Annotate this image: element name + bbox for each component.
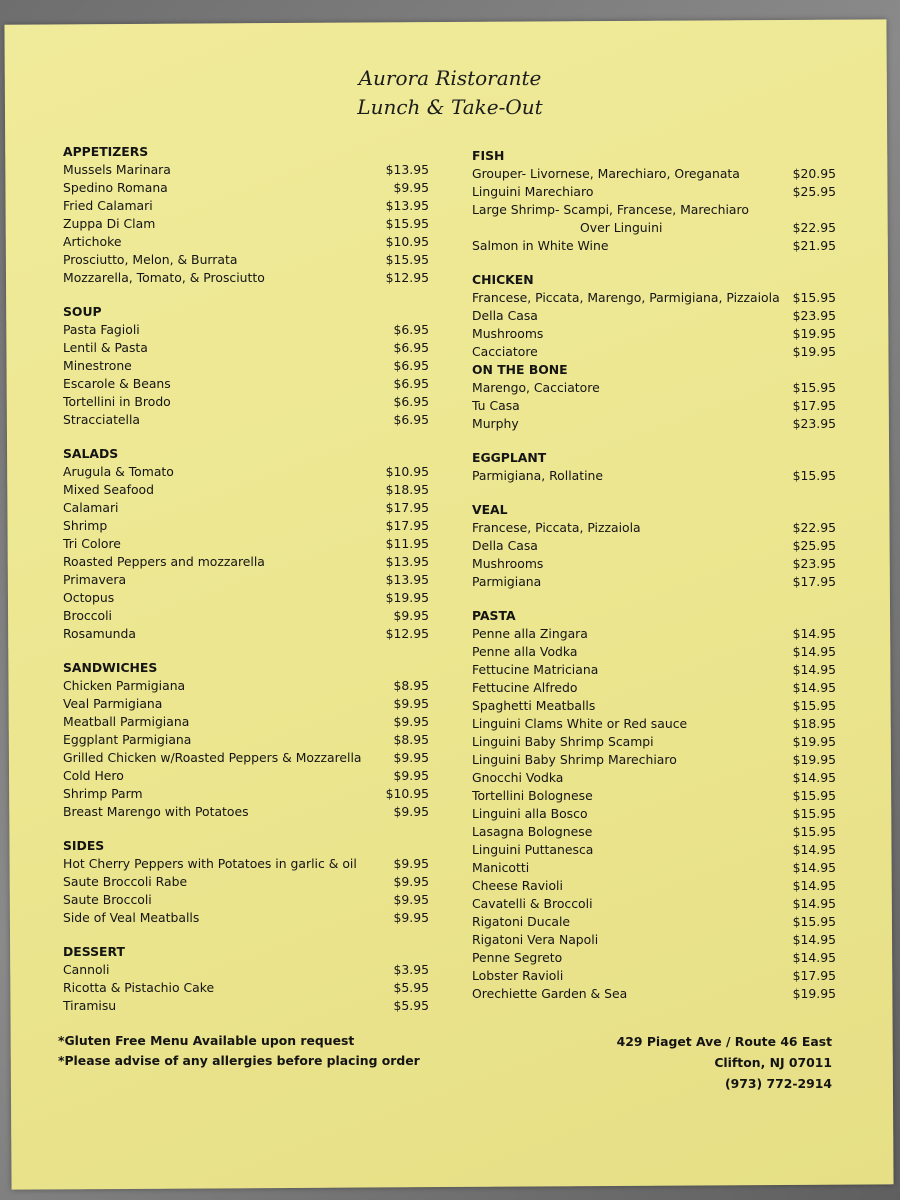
menu-item <box>466 949 836 967</box>
section-title: APPETIZERS <box>63 144 149 159</box>
menu-item-name: Breast Marengo with Potatoes <box>63 804 249 819</box>
menu-item-price: $19.95 <box>792 986 836 1001</box>
menu-item-price: $6.95 <box>393 358 429 373</box>
menu-item-name: Orechiette Garden & Sea <box>472 986 628 1001</box>
menu-item-name: Zuppa Di Clam <box>63 216 156 231</box>
menu-item <box>466 715 836 733</box>
menu-item-price: $6.95 <box>393 322 429 337</box>
menu-item <box>466 841 836 859</box>
menu-item-name: Cheese Ravioli <box>472 878 563 893</box>
menu-item-name: Lobster Ravioli <box>472 968 564 983</box>
restaurant-name: Aurora Ristorante <box>358 66 542 90</box>
menu-item-price: $23.95 <box>792 556 836 571</box>
menu-item-name: Penne Segreto <box>472 950 563 965</box>
menu-item <box>57 393 429 411</box>
menu-section-sides <box>57 837 429 927</box>
menu-section-fish <box>466 147 836 255</box>
address-phone: (973) 772-2914 <box>725 1076 832 1091</box>
menu-item-price: $8.95 <box>393 732 429 747</box>
menu-item-price: $12.95 <box>385 270 429 285</box>
menu-item <box>466 555 836 573</box>
menu-item-name: Fried Calamari <box>63 198 153 213</box>
menu-item <box>57 749 429 767</box>
menu-item <box>466 183 836 201</box>
menu-item <box>466 985 836 1003</box>
menu-item-price: $10.95 <box>385 234 429 249</box>
menu-item-price: $14.95 <box>792 770 836 785</box>
menu-item <box>57 785 429 803</box>
menu-item-price: $3.95 <box>393 962 429 977</box>
restaurant-address <box>600 1031 832 1094</box>
menu-item <box>466 697 836 715</box>
section-title: DESSERT <box>63 944 125 959</box>
menu-item <box>57 517 429 535</box>
section-title: EGGPLANT <box>472 450 547 465</box>
menu-item <box>57 695 429 713</box>
menu-item-name: Spedino Romana <box>63 180 168 195</box>
menu-item-name: Side of Veal Meatballs <box>63 910 200 925</box>
menu-item-price: $13.95 <box>385 554 429 569</box>
menu-item-price: $15.95 <box>792 806 836 821</box>
menu-item-name: Mussels Marinara <box>63 162 171 177</box>
menu-item <box>57 197 429 215</box>
menu-item <box>57 589 429 607</box>
menu-item <box>57 767 429 785</box>
menu-item-price: $22.95 <box>792 520 836 535</box>
menu-section-appetizers <box>57 143 429 287</box>
menu-item-price: $17.95 <box>792 574 836 589</box>
menu-item-name: Roasted Peppers and mozzarella <box>63 554 265 569</box>
menu-item <box>57 535 429 553</box>
menu-item-name: Linguini Baby Shrimp Marechiaro <box>472 752 677 767</box>
menu-item-price: $14.95 <box>792 842 836 857</box>
menu-item <box>466 913 836 931</box>
menu-item-name: Rosamunda <box>63 626 136 641</box>
menu-item-name: Tortellini Bolognese <box>472 788 593 803</box>
menu-item-name: Primavera <box>63 572 127 587</box>
menu-item-name: Pasta Fagioli <box>63 322 140 337</box>
menu-notes <box>58 1031 420 1071</box>
menu-item <box>466 931 836 949</box>
menu-item <box>57 357 429 375</box>
menu-item-price: $19.95 <box>792 344 836 359</box>
menu-item-name: Grilled Chicken w/Roasted Peppers & Mozzarella <box>63 750 362 765</box>
menu-item-name: Della Casa <box>472 538 538 553</box>
menu-item <box>57 677 429 695</box>
menu-item <box>466 823 836 841</box>
menu-item-name: Artichoke <box>63 234 122 249</box>
menu-item-price: $9.95 <box>393 180 429 195</box>
menu-item-name: Murphy <box>472 416 519 431</box>
menu-item-name: Veal Parmigiana <box>63 696 163 711</box>
menu-item-price: $15.95 <box>385 252 429 267</box>
menu-item <box>57 339 429 357</box>
menu-subtitle: Lunch & Take-Out <box>357 95 543 119</box>
section-title: FISH <box>472 148 505 163</box>
menu-item <box>466 537 836 555</box>
menu-item-price: $6.95 <box>393 376 429 391</box>
section-title: PASTA <box>472 608 516 623</box>
address-street: 429 Piaget Ave / Route 46 East <box>616 1034 832 1049</box>
menu-item <box>466 751 836 769</box>
menu-item-price: $15.95 <box>792 914 836 929</box>
menu-item-name: Manicotti <box>472 860 530 875</box>
menu-item <box>466 733 836 751</box>
menu-item <box>57 713 429 731</box>
menu-item-name: Tortellini in Brodo <box>63 394 171 409</box>
menu-section-pasta <box>466 607 836 1003</box>
menu-item <box>466 661 836 679</box>
menu-item-price: $13.95 <box>385 198 429 213</box>
menu-item-price: $14.95 <box>792 896 836 911</box>
menu-item <box>466 467 836 485</box>
menu-item-price: $18.95 <box>385 482 429 497</box>
menu-item-name: Over Linguini <box>580 220 663 235</box>
menu-item <box>57 625 429 643</box>
menu-item <box>57 571 429 589</box>
menu-item-price: $10.95 <box>385 464 429 479</box>
menu-item <box>57 269 429 287</box>
menu-item-name: Fettucine Matriciana <box>472 662 599 677</box>
menu-item-price: $9.95 <box>393 714 429 729</box>
menu-item-price: $15.95 <box>792 824 836 839</box>
menu-item <box>466 165 836 183</box>
menu-item-name: Prosciutto, Melon, & Burrata <box>63 252 238 267</box>
menu-item-price: $15.95 <box>385 216 429 231</box>
menu-item-price: $14.95 <box>792 626 836 641</box>
menu-item <box>466 805 836 823</box>
menu-item-name: Minestrone <box>63 358 132 373</box>
menu-item <box>57 553 429 571</box>
menu-item-price: $9.95 <box>393 696 429 711</box>
menu-item-name: Cannoli <box>63 962 110 977</box>
menu-item-price: $14.95 <box>792 932 836 947</box>
menu-item <box>466 625 836 643</box>
gluten-free-note: *Gluten Free Menu Available upon request <box>58 1033 355 1048</box>
allergy-note: *Please advise of any allergies before placing order <box>58 1053 420 1068</box>
menu-section-salads <box>57 445 429 643</box>
menu-item-name: Della Casa <box>472 308 538 323</box>
menu-item-price: $14.95 <box>792 878 836 893</box>
menu-item-name: Gnocchi Vodka <box>472 770 564 785</box>
menu-item <box>466 787 836 805</box>
menu-item-price: $22.95 <box>792 220 836 235</box>
menu-item <box>466 519 836 537</box>
menu-item <box>57 873 429 891</box>
menu-section-on-the-bone <box>466 361 836 433</box>
menu-item-price: $15.95 <box>792 468 836 483</box>
menu-item-price: $13.95 <box>385 572 429 587</box>
menu-item <box>57 251 429 269</box>
menu-item-name: Fettucine Alfredo <box>472 680 578 695</box>
menu-item-name: Parmigiana <box>472 574 542 589</box>
menu-item-name: Linguini Clams White or Red sauce <box>472 716 688 731</box>
menu-item <box>57 321 429 339</box>
menu-item-name: Cavatelli & Broccoli <box>472 896 593 911</box>
menu-item-price: $11.95 <box>385 536 429 551</box>
menu-item-price: $19.95 <box>385 590 429 605</box>
menu-item-name: Chicken Parmigiana <box>63 678 186 693</box>
menu-item-price: $15.95 <box>792 380 836 395</box>
menu-item-name: Saute Broccoli Rabe <box>63 874 188 889</box>
menu-item-price: $23.95 <box>792 416 836 431</box>
section-title: SIDES <box>63 838 105 853</box>
menu-item-price: $15.95 <box>792 290 836 305</box>
menu-item-price: $9.95 <box>393 750 429 765</box>
menu-item <box>57 909 429 927</box>
menu-item-name: Mushrooms <box>472 326 544 341</box>
menu-item-name: Penne alla Vodka <box>472 644 578 659</box>
menu-item-name: Lasagna Bolognese <box>472 824 593 839</box>
menu-item-price: $14.95 <box>792 662 836 677</box>
menu-item <box>57 855 429 873</box>
menu-item <box>466 397 836 415</box>
menu-item-name: Francese, Piccata, Pizzaiola <box>472 520 641 535</box>
menu-item <box>466 643 836 661</box>
menu-item-name: Cacciatore <box>472 344 538 359</box>
menu-item-price: $5.95 <box>393 980 429 995</box>
menu-item <box>57 997 429 1015</box>
menu-item-name: Cold Hero <box>63 768 124 783</box>
menu-right-column <box>466 147 836 1019</box>
menu-item <box>57 891 429 909</box>
menu-item-price: $21.95 <box>792 238 836 253</box>
menu-item-name: Marengo, Cacciatore <box>472 380 600 395</box>
menu-item <box>57 215 429 233</box>
menu-section-sandwiches <box>57 659 429 821</box>
menu-item-price: $6.95 <box>393 340 429 355</box>
menu-item-name: Broccoli <box>63 608 112 623</box>
address-city: Clifton, NJ 07011 <box>714 1055 832 1070</box>
menu-item-price: $9.95 <box>393 874 429 889</box>
menu-item-price: $14.95 <box>792 950 836 965</box>
menu-item-price: $25.95 <box>792 184 836 199</box>
menu-item-name: Rigatoni Vera Napoli <box>472 932 599 947</box>
section-title: ON THE BONE <box>472 362 568 377</box>
menu-item-price: $23.95 <box>792 308 836 323</box>
menu-item-price: $18.95 <box>792 716 836 731</box>
menu-item-name: Lentil & Pasta <box>63 340 148 355</box>
menu-item-price: $19.95 <box>792 326 836 341</box>
section-title: SANDWICHES <box>63 660 158 675</box>
menu-item <box>466 379 836 397</box>
menu-item <box>466 859 836 877</box>
menu-item-price: $25.95 <box>792 538 836 553</box>
menu-item-price: $15.95 <box>792 698 836 713</box>
menu-item-name: Hot Cherry Peppers with Potatoes in garlic & oil <box>63 856 357 871</box>
menu-item-name: Tu Casa <box>472 398 520 413</box>
menu-item-name: Shrimp Parm <box>63 786 143 801</box>
menu-item-price: $17.95 <box>385 518 429 533</box>
menu-item <box>466 289 836 307</box>
menu-item <box>466 573 836 591</box>
menu-item-name: Mozzarella, Tomato, & Prosciutto <box>63 270 265 285</box>
menu-item <box>466 201 836 219</box>
menu-item-price: $6.95 <box>393 394 429 409</box>
menu-section-chicken <box>466 271 836 361</box>
menu-item-name: Calamari <box>63 500 119 515</box>
menu-item-name: Arugula & Tomato <box>63 464 174 479</box>
menu-section-veal <box>466 501 836 591</box>
menu-item-price: $10.95 <box>385 786 429 801</box>
menu-item-price: $5.95 <box>393 998 429 1013</box>
section-title: CHICKEN <box>472 272 534 287</box>
menu-section-dessert <box>57 943 429 1015</box>
menu-item <box>466 307 836 325</box>
menu-item <box>57 233 429 251</box>
menu-item-price: $14.95 <box>792 860 836 875</box>
menu-item <box>57 463 429 481</box>
menu-item-name: Linguini Puttanesca <box>472 842 594 857</box>
menu-item <box>466 877 836 895</box>
menu-item <box>466 237 836 255</box>
menu-item-name: Linguini alla Bosco <box>472 806 588 821</box>
menu-item-name: Spaghetti Meatballs <box>472 698 596 713</box>
menu-item-price: $9.95 <box>393 608 429 623</box>
menu-item <box>466 967 836 985</box>
menu-item <box>57 607 429 625</box>
section-title: VEAL <box>472 502 508 517</box>
menu-item-name: Stracciatella <box>63 412 141 427</box>
menu-item-price: $12.95 <box>385 626 429 641</box>
menu-item <box>57 499 429 517</box>
menu-item-name: Linguini Baby Shrimp Scampi <box>472 734 654 749</box>
menu-item <box>57 961 429 979</box>
menu-item-price: $17.95 <box>792 968 836 983</box>
menu-item-name: Escarole & Beans <box>63 376 171 391</box>
menu-item <box>57 979 429 997</box>
menu-section-eggplant <box>466 449 836 485</box>
section-title: SOUP <box>63 304 102 319</box>
menu-item <box>466 325 836 343</box>
menu-item-name: Ricotta & Pistachio Cake <box>63 980 215 995</box>
menu-item-price: $19.95 <box>792 734 836 749</box>
menu-item <box>57 481 429 499</box>
menu-item-name: Rigatoni Ducale <box>472 914 571 929</box>
menu-item <box>466 679 836 697</box>
menu-item <box>57 803 429 821</box>
menu-item-price: $8.95 <box>393 678 429 693</box>
menu-item-name: Mixed Seafood <box>63 482 154 497</box>
section-title: SALADS <box>63 446 119 461</box>
menu-item <box>57 731 429 749</box>
menu-item-price: $13.95 <box>385 162 429 177</box>
menu-item <box>57 179 429 197</box>
menu-item <box>466 343 836 361</box>
menu-item-price: $17.95 <box>385 500 429 515</box>
menu-item-name: Tri Colore <box>63 536 121 551</box>
menu-item <box>57 375 429 393</box>
menu-item-name: Large Shrimp- Scampi, Francese, Marechiaro <box>472 202 749 217</box>
menu-item-price: $9.95 <box>393 768 429 783</box>
menu-item-name: Francese, Piccata, Marengo, Parmigiana, Pizzaiola <box>472 290 780 305</box>
menu-item-name: Meatball Parmigiana <box>63 714 190 729</box>
menu-item-name: Linguini Marechiaro <box>472 184 594 199</box>
menu-item-price: $14.95 <box>792 680 836 695</box>
menu-item <box>57 411 429 429</box>
menu-item-name: Grouper- Livornese, Marechiaro, Oreganata <box>472 166 740 181</box>
menu-item-price: $17.95 <box>792 398 836 413</box>
menu-item-name: Shrimp <box>63 518 108 533</box>
menu-item-price: $9.95 <box>393 892 429 907</box>
menu-item <box>466 219 836 237</box>
menu-item-name: Mushrooms <box>472 556 544 571</box>
menu-item-name: Penne alla Zingara <box>472 626 588 641</box>
menu-item-price: $14.95 <box>792 644 836 659</box>
menu-item-price: $9.95 <box>393 804 429 819</box>
menu-item-name: Salmon in White Wine <box>472 238 609 253</box>
menu-item <box>466 895 836 913</box>
menu-item-price: $19.95 <box>792 752 836 767</box>
menu-left-column <box>57 143 429 1031</box>
menu-item <box>466 415 836 433</box>
menu-section-soup <box>57 303 429 429</box>
menu-item-price: $15.95 <box>792 788 836 803</box>
menu-item <box>466 769 836 787</box>
menu-item-name: Parmigiana, Rollatine <box>472 468 604 483</box>
menu-item <box>57 161 429 179</box>
menu-item-name: Saute Broccoli <box>63 892 152 907</box>
menu-item-name: Eggplant Parmigiana <box>63 732 192 747</box>
menu-item-name: Octopus <box>63 590 115 605</box>
menu-item-price: $9.95 <box>393 856 429 871</box>
menu-item-price: $6.95 <box>393 412 429 427</box>
menu-item-name: Tiramisu <box>63 998 117 1013</box>
menu-item-price: $20.95 <box>792 166 836 181</box>
menu-item-price: $9.95 <box>393 910 429 925</box>
